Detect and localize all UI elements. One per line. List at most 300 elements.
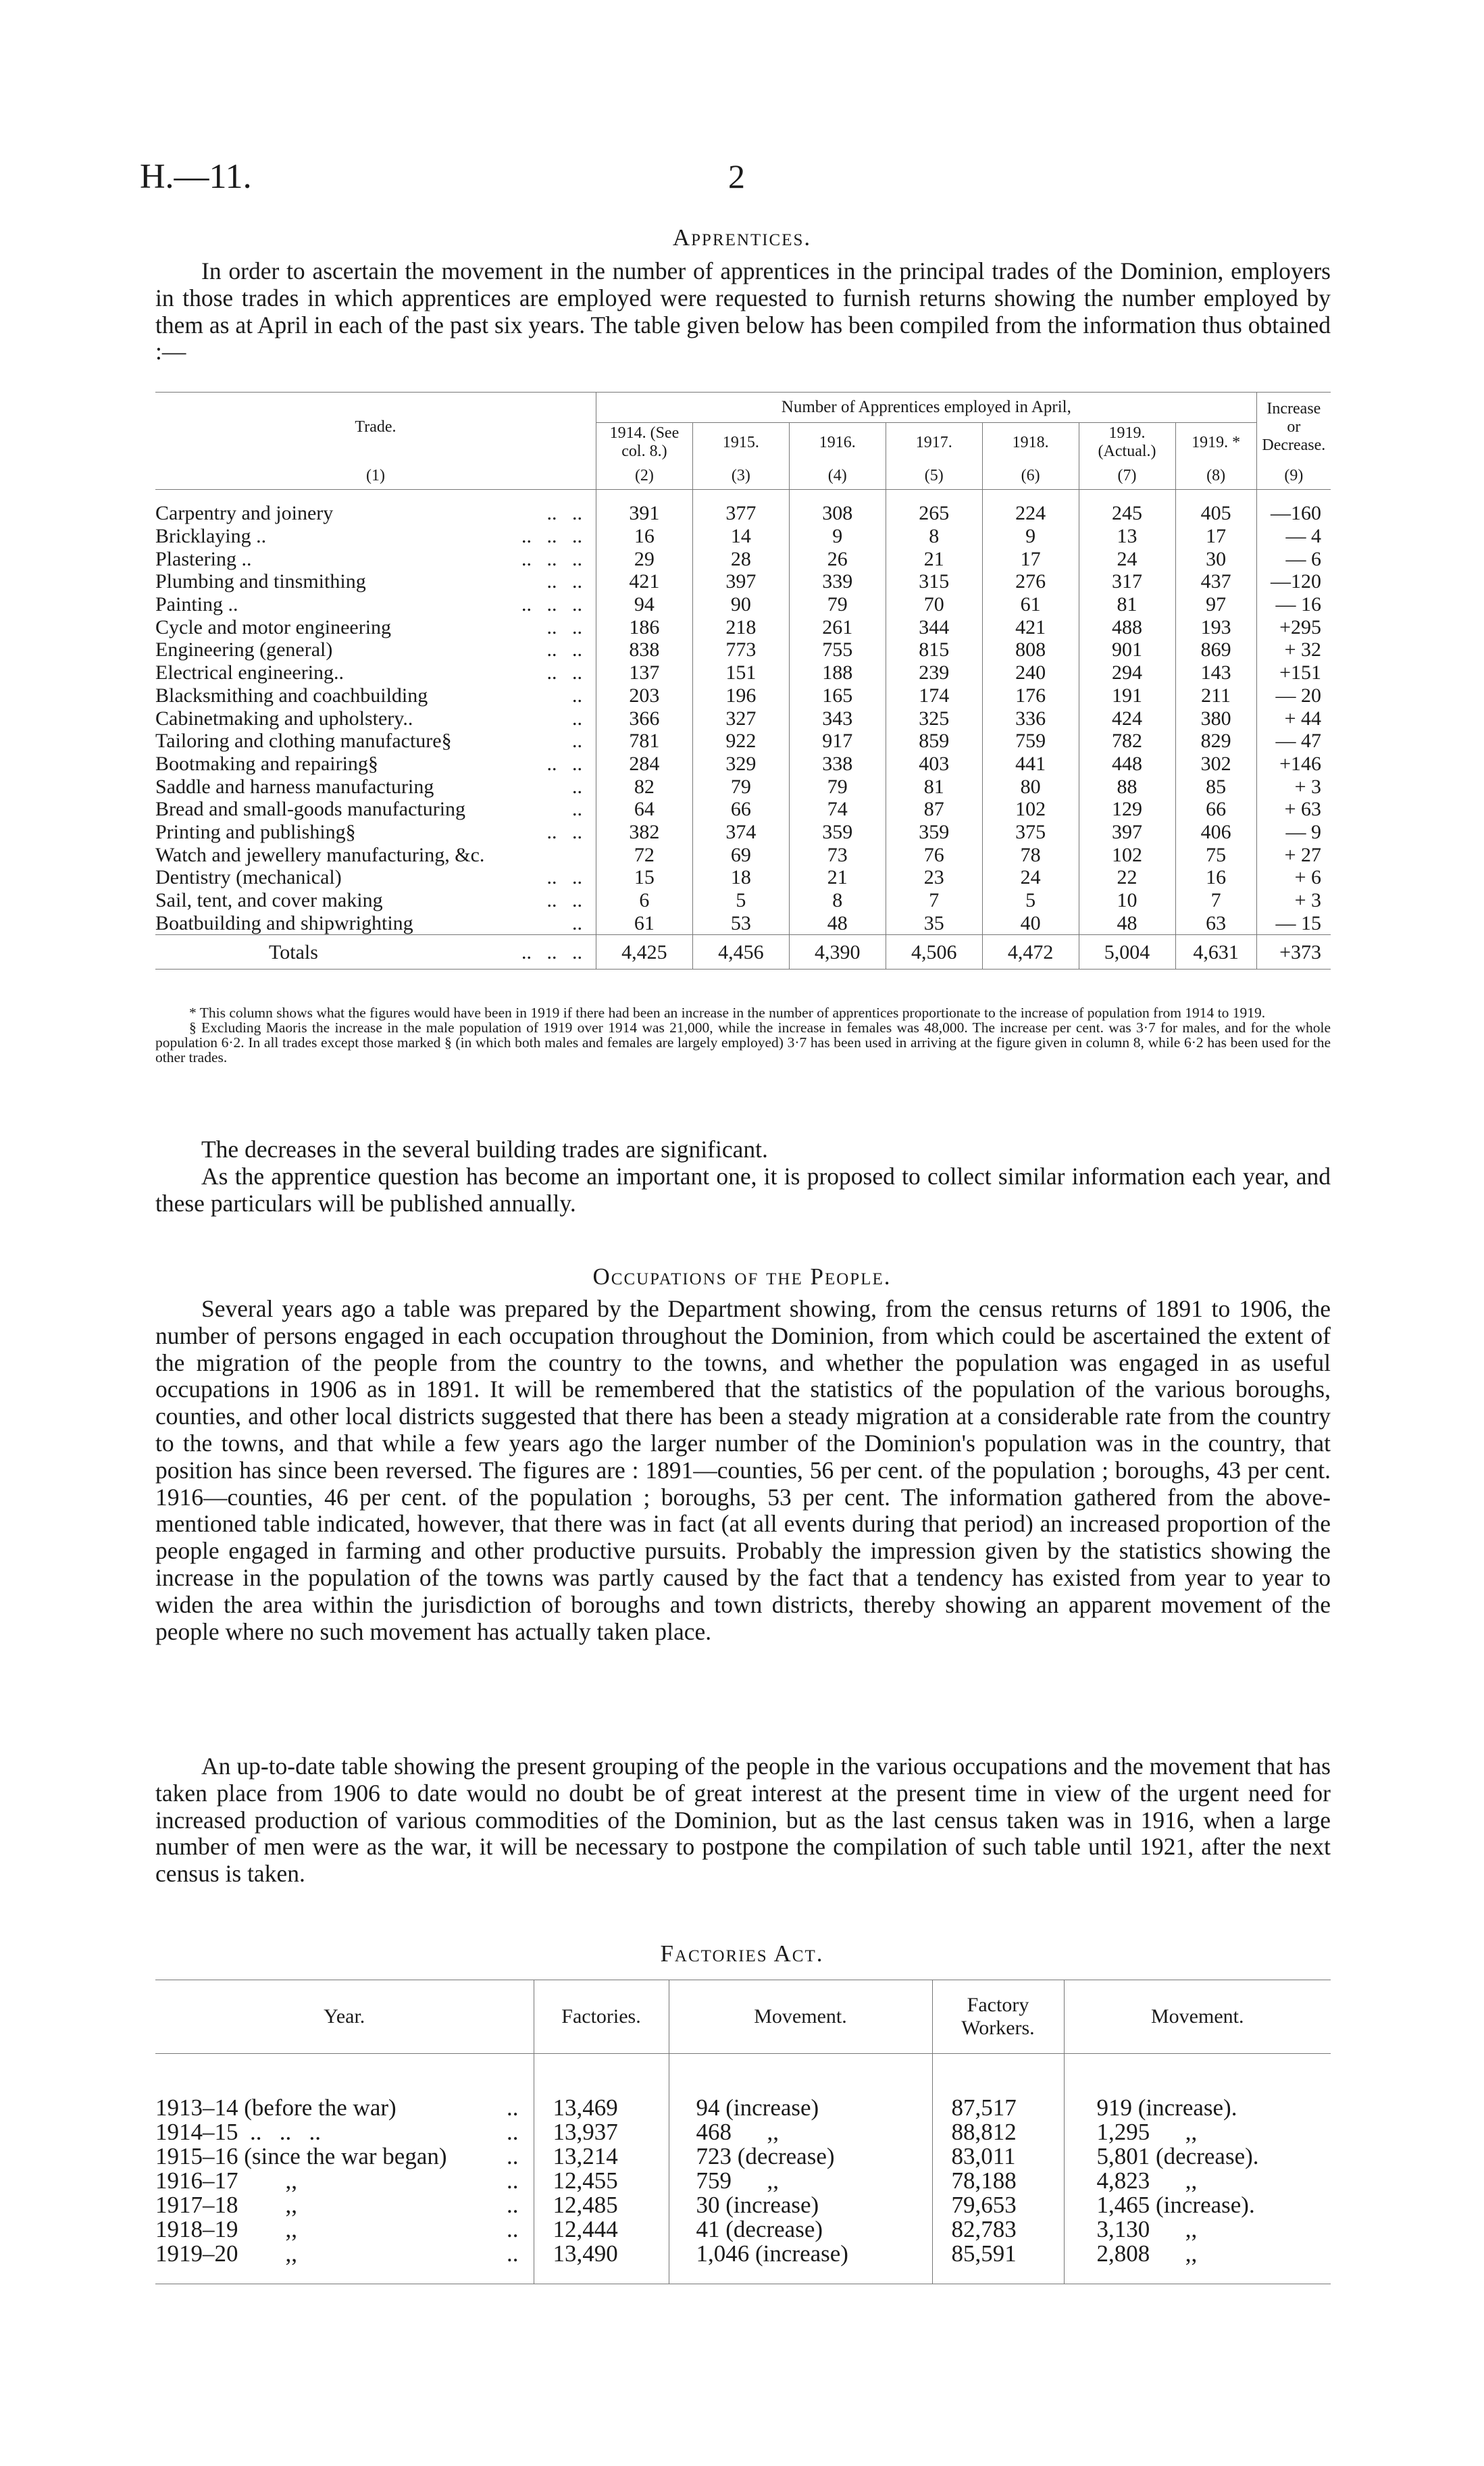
value-cell: 284 [596,753,692,776]
value-cell: 329 [692,753,789,776]
trade-cell [155,525,596,548]
leader-dots: .. .. .. [521,547,582,570]
value-cell: 188 [789,661,886,684]
trade-cell [155,593,596,616]
change-cell: + 3 [1256,889,1331,912]
apprentices-title: Apprentices. [672,224,812,251]
value-cell: 196 [692,684,789,707]
change-cell: + 27 [1256,843,1331,866]
value-cell: 265 [886,490,982,525]
table-row [155,570,1331,593]
trade-name: Cycle and motor engineering [155,615,392,638]
workers-movement-column-header: Movement. [1064,1980,1331,2054]
value-cell: 403 [886,753,982,776]
value-cell: 6 [596,889,692,912]
leader-dots: .. .. [546,661,582,684]
footnote: § Excluding Maoris the increase in the male population of 1919 over 1914 was 21,000, while the increase in females was 48,000. The increase per cent. was 3·7 for males, and for the whole population 6·2. In all trades except those marked § (in which both males and females are largely employed) 3·7 has been used in arriving at the figure given in column 8, while 6·2 has been used for the other trades. [155,1020,1331,1065]
value-cell: 224 [982,490,1079,525]
value-cell: 343 [789,707,886,730]
value-cell: 79 [789,775,886,798]
total-value-cell: 4,631 [1175,935,1256,970]
year-cell [155,2054,534,2121]
trade-name: Dentistry (mechanical) [155,866,342,889]
workers-cell: 82,783 [932,2217,1064,2242]
value-cell: 421 [596,570,692,593]
value-cell: 23 [886,866,982,889]
trade-cell [155,684,596,707]
trade-name: Plumbing and tinsmithing [155,570,366,593]
change-cell: — 15 [1256,911,1331,934]
factories-table [155,1980,1331,2284]
value-cell: 17 [982,547,1079,570]
value-cell: 90 [692,593,789,616]
value-cell: 245 [1079,490,1175,525]
year-cell [155,2169,534,2193]
value-cell: 829 [1175,730,1256,753]
change-cell: + 6 [1256,866,1331,889]
value-cell: 218 [692,615,789,638]
value-cell: 359 [886,821,982,844]
change-cell: —120 [1256,570,1331,593]
value-cell: 174 [886,684,982,707]
value-cell: 72 [596,843,692,866]
year-label: 1914–15 .. .. .. [155,2119,321,2145]
table-row [155,843,1331,866]
value-cell: 375 [982,821,1079,844]
value-cell: 859 [886,730,982,753]
occupations-paragraph: An up-to-date table showing the present grouping of the people in the various occupations and the movement that has taken place from 1906 to date would no doubt be of great interest at the present time in view of the urgent need for increased production of various commodities of the Dominion, but as the last census taken was in 1916, when a large number of men were as the war, it will be necessary to postpone the compilation of such table until 1921, after the next census is taken. [155,1753,1331,1888]
totals-label: Totals [269,940,318,963]
workers-cell: 85,591 [932,2242,1064,2284]
trade-cell [155,866,596,889]
leader-dots: .. [507,2143,519,2169]
column-number: (5) [886,462,982,490]
value-cell: 7 [1175,889,1256,912]
total-value-cell: 5,004 [1079,935,1175,970]
year-cell [155,2242,534,2284]
trade-cell [155,570,596,593]
value-cell: 24 [982,866,1079,889]
movement-cell: 759 ,, [669,2169,932,2193]
trade-cell [155,638,596,661]
value-cell: 69 [692,843,789,866]
leader-dots: .. .. .. [521,940,582,963]
year-label: 1916–17 ,, [155,2167,297,2194]
value-cell: 48 [1079,911,1175,934]
trade-cell [155,661,596,684]
value-cell: 5 [982,889,1079,912]
change-cell: — 4 [1256,525,1331,548]
value-cell: 48 [789,911,886,934]
change-header: Increase or Decrease. [1256,393,1331,463]
value-cell: 28 [692,547,789,570]
value-cell: 70 [886,593,982,616]
value-cell: 391 [596,490,692,525]
trade-cell [155,911,596,934]
value-cell: 191 [1079,684,1175,707]
value-cell: 441 [982,753,1079,776]
trade-name: Carpentry and joinery [155,502,334,525]
workers-cell: 83,011 [932,2144,1064,2169]
value-cell: 81 [886,775,982,798]
workers-movement-cell: 5,801 (decrease). [1064,2144,1331,2169]
value-cell: 10 [1079,889,1175,912]
table-row [155,2193,1331,2217]
workers-cell: 79,653 [932,2193,1064,2217]
value-cell: 79 [692,775,789,798]
value-cell: 40 [982,911,1079,934]
table-row [155,593,1331,616]
value-cell: 15 [596,866,692,889]
value-cell: 102 [1079,843,1175,866]
trade-cell [155,730,596,753]
trade-name: Watch and jewellery manufacturing, &c. [155,843,485,866]
value-cell: 66 [1175,798,1256,821]
trade-cell [155,490,596,525]
leader-dots: .. [571,730,582,753]
value-cell: 317 [1079,570,1175,593]
value-cell: 344 [886,615,982,638]
apprentices-group-header: Number of Apprentices employed in April, [596,393,1256,423]
trade-cell [155,798,596,821]
value-cell: 773 [692,638,789,661]
value-cell: 336 [982,707,1079,730]
value-cell: 448 [1079,753,1175,776]
value-cell: 53 [692,911,789,934]
leader-dots: .. .. [546,638,582,661]
leader-dots: .. .. .. [521,593,582,616]
value-cell: 66 [692,798,789,821]
leader-dots: .. [571,707,582,730]
change-cell: — 47 [1256,730,1331,753]
value-cell: 261 [789,615,886,638]
factories-cell: 13,469 [534,2054,669,2121]
value-cell: 87 [886,798,982,821]
value-cell: 9 [982,525,1079,548]
value-cell: 8 [789,889,886,912]
change-cell: + 32 [1256,638,1331,661]
table-row [155,889,1331,912]
trade-cell [155,843,596,866]
trade-name: Painting .. [155,593,238,616]
value-cell: 308 [789,490,886,525]
column-number: (1) [155,462,596,490]
value-cell: 315 [886,570,982,593]
table-row [155,638,1331,661]
table-row [155,821,1331,844]
change-cell: +146 [1256,753,1331,776]
table-row [155,2217,1331,2242]
value-cell: 61 [596,911,692,934]
document-reference: H.—11. [140,157,252,196]
factories-cell: 13,937 [534,2120,669,2144]
change-cell: — 6 [1256,547,1331,570]
value-cell: 151 [692,661,789,684]
year-header: 1914. (See col. 8.) [596,423,692,463]
value-cell: 339 [789,570,886,593]
value-cell: 838 [596,638,692,661]
workers-movement-cell: 3,130 ,, [1064,2217,1331,2242]
table-row [155,525,1331,548]
trade-header: Trade. [155,393,596,463]
table-row [155,2169,1331,2193]
apprentices-table [155,392,1331,970]
leader-dots: .. .. [546,752,582,775]
value-cell: 405 [1175,490,1256,525]
workers-movement-cell: 1,465 (increase). [1064,2193,1331,2217]
value-cell: 35 [886,911,982,934]
value-cell: 203 [596,684,692,707]
year-cell [155,2217,534,2242]
value-cell: 176 [982,684,1079,707]
value-cell: 7 [886,889,982,912]
value-cell: 240 [982,661,1079,684]
value-cell: 9 [789,525,886,548]
value-cell: 81 [1079,593,1175,616]
value-cell: 193 [1175,615,1256,638]
table-row [155,615,1331,638]
total-value-cell: 4,506 [886,935,982,970]
total-value-cell: 4,472 [982,935,1079,970]
value-cell: 13 [1079,525,1175,548]
year-header: 1919. (Actual.) [1079,423,1175,463]
change-cell: +151 [1256,661,1331,684]
apprentices-footnotes [155,1005,1331,1065]
value-cell: 102 [982,798,1079,821]
leader-dots: .. [571,775,582,798]
change-cell: + 63 [1256,798,1331,821]
value-cell: 14 [692,525,789,548]
leader-dots: .. .. [546,889,582,912]
factories-cell: 12,455 [534,2169,669,2193]
table-row [155,2054,1331,2121]
workers-cell: 88,812 [932,2120,1064,2144]
value-cell: 338 [789,753,886,776]
value-cell: 61 [982,593,1079,616]
value-cell: 239 [886,661,982,684]
value-cell: 325 [886,707,982,730]
value-cell: 78 [982,843,1079,866]
change-cell: — 20 [1256,684,1331,707]
building-trades-paragraph: The decreases in the several building trades are significant. [201,1136,768,1163]
value-cell: 781 [596,730,692,753]
factories-title: Factories Act. [660,1940,824,1967]
value-cell: 76 [886,843,982,866]
table-row [155,866,1331,889]
trade-cell [155,753,596,776]
value-cell: 5 [692,889,789,912]
annual-collection-paragraph: As the apprentice question has become an important one, it is proposed to collect similar information each year, and these particulars will be published annually. [155,1163,1331,1217]
value-cell: 16 [596,525,692,548]
year-header: 1916. [789,423,886,463]
table-row [155,730,1331,753]
value-cell: 186 [596,615,692,638]
trade-name: Boatbuilding and shipwrighting [155,911,413,934]
value-cell: 327 [692,707,789,730]
value-cell: 437 [1175,570,1256,593]
value-cell: 782 [1079,730,1175,753]
workers-movement-cell: 919 (increase). [1064,2054,1331,2121]
value-cell: 922 [692,730,789,753]
footnote: * This column shows what the figures would have been in 1919 if there had been an increase in the number of apprentices proportionate to the increase of population from 1914 to 1919. [189,1005,1266,1021]
trade-name: Plastering .. [155,547,252,570]
value-cell: 917 [789,730,886,753]
trade-name: Sail, tent, and cover making [155,889,383,912]
year-header: 1917. [886,423,982,463]
workers-column-header: Factory Workers. [932,1980,1064,2054]
column-number: (6) [982,462,1079,490]
table-row [155,2144,1331,2169]
leader-dots: .. [507,2192,519,2218]
change-cell: — 9 [1256,821,1331,844]
value-cell: 29 [596,547,692,570]
value-cell: 21 [886,547,982,570]
year-cell [155,2193,534,2217]
change-cell: +295 [1256,615,1331,638]
occupations-title: Occupations of the People. [592,1263,892,1290]
leader-dots: .. .. [546,502,582,525]
value-cell: 18 [692,866,789,889]
movement-cell: 1,046 (increase) [669,2242,932,2284]
value-cell: 21 [789,866,886,889]
value-cell: 165 [789,684,886,707]
total-value-cell: 4,425 [596,935,692,970]
value-cell: 374 [692,821,789,844]
value-cell: 74 [789,798,886,821]
factories-cell: 12,444 [534,2217,669,2242]
column-number: (2) [596,462,692,490]
workers-movement-cell: 1,295 ,, [1064,2120,1331,2144]
trade-cell [155,775,596,798]
table-row [155,2120,1331,2144]
value-cell: 26 [789,547,886,570]
trade-name: Blacksmithing and coachbuilding [155,684,428,707]
value-cell: 143 [1175,661,1256,684]
value-cell: 94 [596,593,692,616]
value-cell: 73 [789,843,886,866]
leader-dots: .. [507,2240,519,2267]
value-cell: 79 [789,593,886,616]
leader-dots: .. .. [546,820,582,843]
column-number: (8) [1175,462,1256,490]
year-label: 1918–19 ,, [155,2216,297,2242]
trade-name: Bread and small-goods manufacturing [155,798,466,821]
value-cell: 82 [596,775,692,798]
year-label: 1913–14 (before the war) [155,2094,396,2121]
trade-cell [155,707,596,730]
factories-column-header: Factories. [534,1980,669,2054]
value-cell: 88 [1079,775,1175,798]
value-cell: 24 [1079,547,1175,570]
leader-dots: .. .. [546,615,582,638]
page-number: 2 [728,157,745,195]
table-row [155,547,1331,570]
table-row [155,661,1331,684]
trade-cell [155,889,596,912]
movement-cell: 468 ,, [669,2120,932,2144]
table-row [155,798,1331,821]
value-cell: 30 [1175,547,1256,570]
value-cell: 75 [1175,843,1256,866]
year-cell [155,2120,534,2144]
value-cell: 63 [1175,911,1256,934]
value-cell: 397 [1079,821,1175,844]
factories-cell: 13,214 [534,2144,669,2169]
table-row [155,911,1331,934]
value-cell: 755 [789,638,886,661]
value-cell: 421 [982,615,1079,638]
change-cell: — 16 [1256,593,1331,616]
value-cell: 382 [596,821,692,844]
total-value-cell: 4,456 [692,935,789,970]
year-header: 1919. * [1175,423,1256,463]
value-cell: 211 [1175,684,1256,707]
leader-dots: .. [571,798,582,821]
totals-label-cell [155,935,596,970]
total-value-cell: 4,390 [789,935,886,970]
trade-cell [155,821,596,844]
value-cell: 16 [1175,866,1256,889]
change-cell: + 44 [1256,707,1331,730]
leader-dots: .. [507,2119,519,2145]
apprentices-intro: In order to ascertain the movement in the number of apprentices in the principal trades of the Dominion, employers in those trades in which apprentices are employed were requested to furnish returns showing the number employed by them as at April in each of the past six years. The table given below has been compiled from the information thus obtained :— [155,257,1331,366]
table-row [155,753,1331,776]
movement-column-header: Movement. [669,1980,932,2054]
value-cell: 759 [982,730,1079,753]
column-number: (4) [789,462,886,490]
year-label: 1915–16 (since the war began) [155,2143,447,2169]
value-cell: 302 [1175,753,1256,776]
value-cell: 97 [1175,593,1256,616]
value-cell: 815 [886,638,982,661]
totals-row [155,935,1331,970]
column-number: (9) [1256,462,1331,490]
trade-name: Engineering (general) [155,638,333,661]
value-cell: 22 [1079,866,1175,889]
workers-cell: 87,517 [932,2054,1064,2121]
trade-name: Saddle and harness manufacturing [155,775,434,798]
total-change-cell: +373 [1256,935,1331,970]
leader-dots: .. .. .. [521,525,582,548]
value-cell: 424 [1079,707,1175,730]
trade-name: Tailoring and clothing manufacture§ [155,730,452,753]
trade-cell [155,547,596,570]
trade-name: Cabinetmaking and upholstery.. [155,707,413,730]
value-cell: 406 [1175,821,1256,844]
value-cell: 8 [886,525,982,548]
value-cell: 276 [982,570,1079,593]
trade-name: Printing and publishing§ [155,820,356,843]
value-cell: 64 [596,798,692,821]
table-row [155,684,1331,707]
trade-cell [155,615,596,638]
year-label: 1917–18 ,, [155,2192,297,2218]
table-row [155,775,1331,798]
occupations-paragraph: Several years ago a table was prepared by the Department showing, from the census returns of 1891 to 1906, the number of persons engaged in each occupation throughout the Dominion, from which could be ascertained the extent of the migration of the people from the country to the towns, and whether the population was engaged in as useful occupations in 1906 as in 1891. It will be remembered that the statistics of the population of the various boroughs, counties, and other local districts suggested that there has been a steady migration at a considerable rate from the country to the towns, and that while a few years ago the larger number of the Dominion's population was in the country, that position has since been reversed. The figures are : 1891—counties, 56 per cent. of the population ; boroughs, 43 per cent. 1916—counties, 46 per cent. of the population ; boroughs, 53 per cent. The information gathered from the above-mentioned table indicated, however, that there was in fact (at all events during that period) an increased proportion of the people engaged in farming and other productive pursuits. Probably the impression given by the statistics showing the increase in the population of the towns was partly caused by the fact that a tendency has existed from year to year to widen the area within the jurisdiction of boroughs and town districts, thereby showing an apparent movement of the people where no such movement has actually taken place. [155,1295,1331,1645]
leader-dots: .. [507,2216,519,2242]
factories-cell: 13,490 [534,2242,669,2284]
movement-cell: 41 (decrease) [669,2217,932,2242]
value-cell: 17 [1175,525,1256,548]
leader-dots: .. [507,2167,519,2194]
year-label: 1919–20 ,, [155,2240,297,2267]
leader-dots: .. .. [546,866,582,889]
value-cell: 869 [1175,638,1256,661]
value-cell: 380 [1175,707,1256,730]
change-cell: —160 [1256,490,1331,525]
leader-dots: .. [507,2094,519,2121]
value-cell: 488 [1079,615,1175,638]
